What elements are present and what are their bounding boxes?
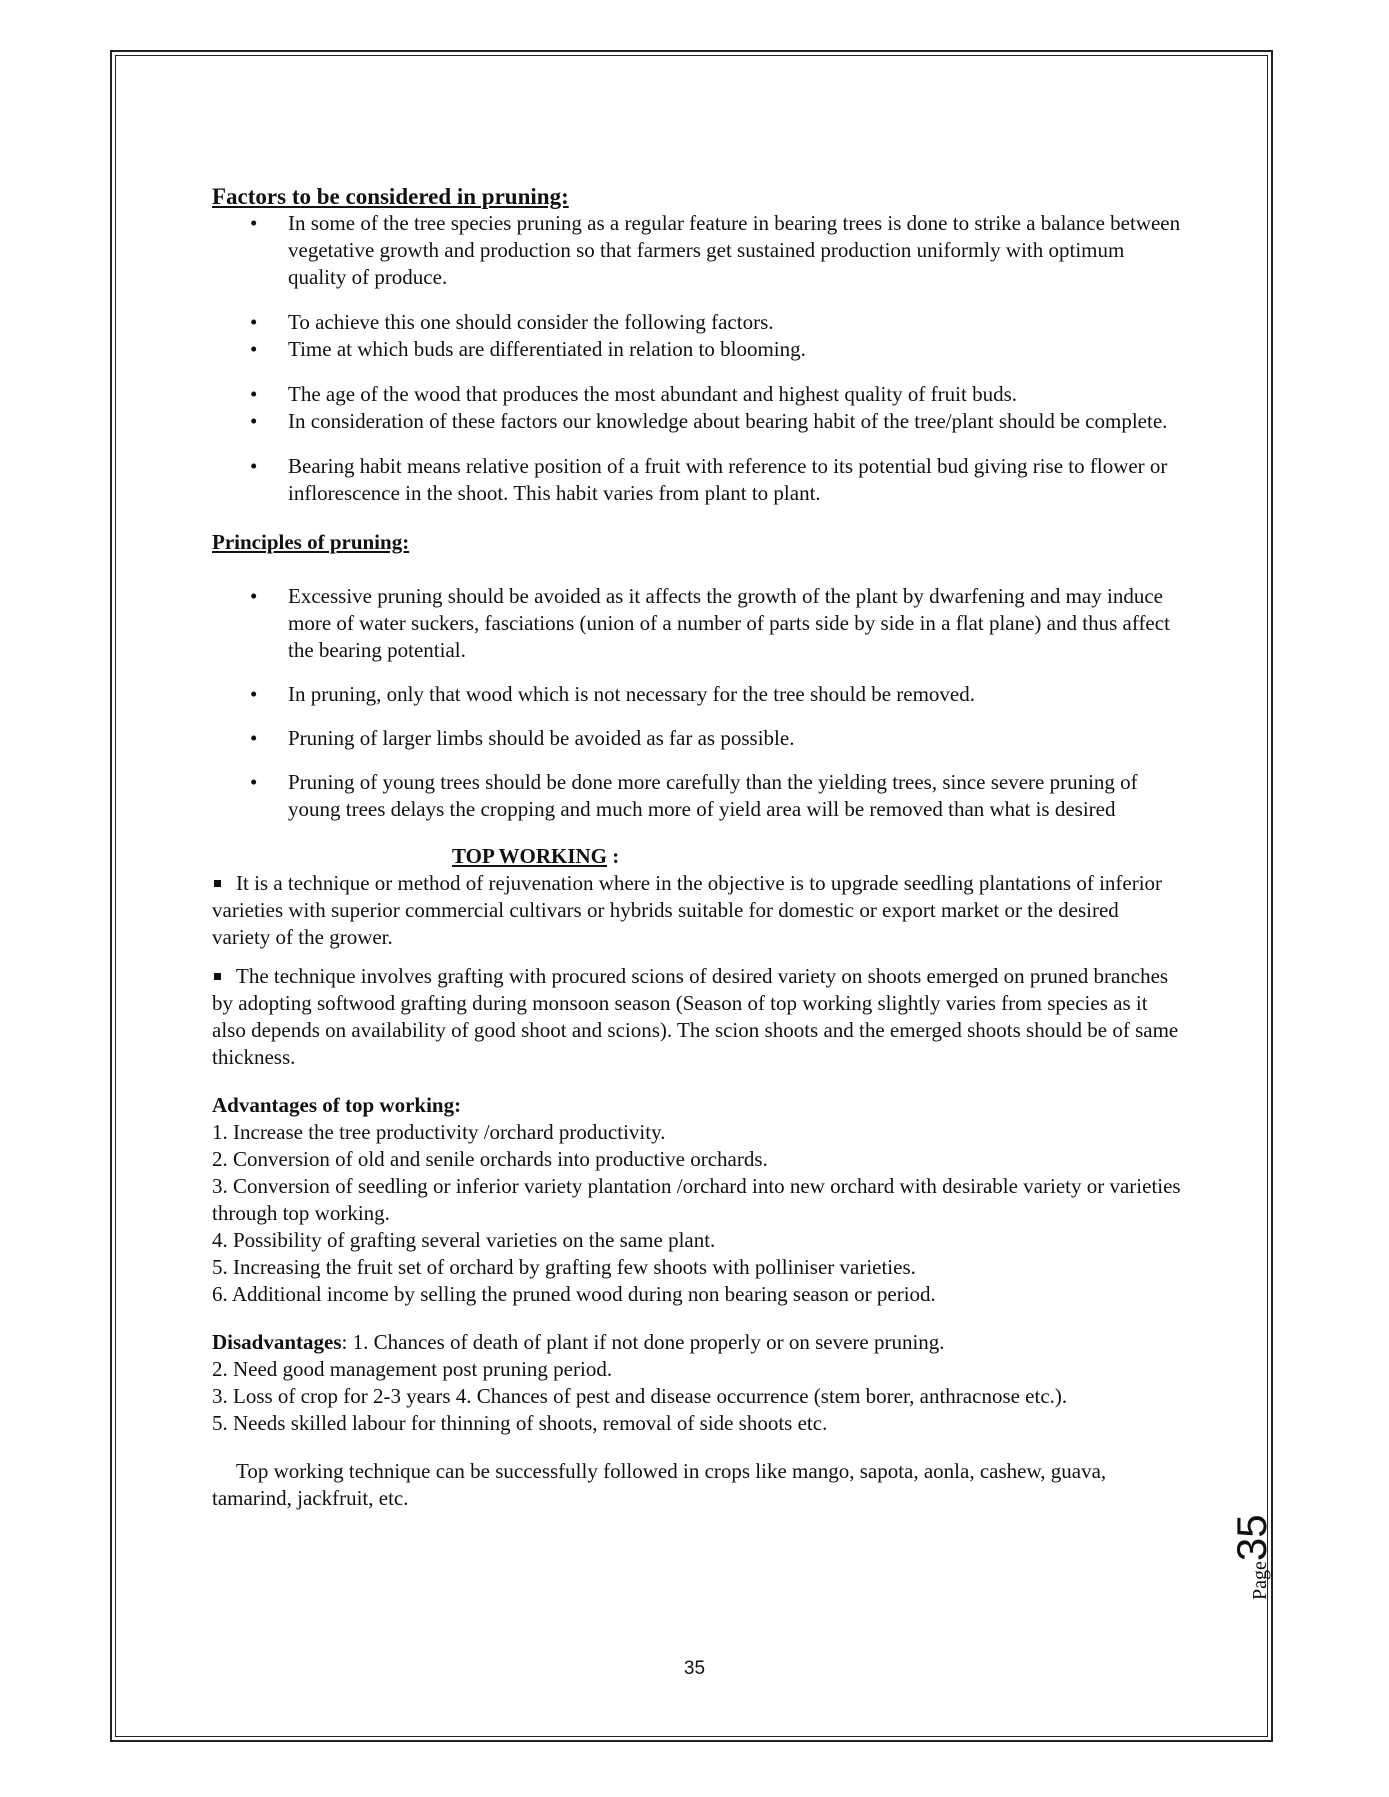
side-page-label — [1228, 1514, 1275, 1600]
page-number: 35 — [683, 1658, 706, 1679]
advantage-item: 2. Conversion of old and senile orchards into productive orchards. — [212, 1147, 768, 1171]
side-page-word: Page — [1249, 1561, 1271, 1600]
advantage-item: 5. Increasing the fruit set of orchard by grafting few shoots with polliniser varieties. — [212, 1255, 916, 1279]
list-item: • In pruning, only that wood which is not necessary for the tree should be removed. — [288, 681, 1182, 708]
pruning-factors-list — [212, 210, 1182, 507]
page-content — [212, 183, 1182, 1512]
list-item: • Pruning of young trees should be done more carefully than the yielding trees, since severe pruning of young trees delays the cropping and much more of yield area will be removed than what is desired — [288, 769, 1182, 823]
advantages-heading: Advantages of top working: — [212, 1093, 462, 1117]
list-item: • Excessive pruning should be avoided as it affects the growth of the plant by dwarfening and may induce more of water suckers, fasciations (union of a number of parts side by side in a flat plane) and thus affect the bearing potential. — [288, 583, 1182, 664]
disadvantages-first-line — [212, 1329, 1182, 1356]
top-working-technique — [212, 963, 1182, 1071]
list-item: • Time at which buds are differentiated in relation to blooming. — [288, 336, 1182, 363]
list-item: • In consideration of these factors our knowledge about bearing habit of the tree/plant should be complete. — [288, 408, 1182, 435]
disadvantage-item: 2. Need good management post pruning period. — [212, 1357, 613, 1381]
disadvantage-item: 5. Needs skilled labour for thinning of shoots, removal of side shoots etc. — [212, 1411, 828, 1435]
disadvantage-item: : 1. Chances of death of plant if not done properly or on severe pruning. — [341, 1330, 945, 1354]
disadvantages-heading: Disadvantages — [212, 1330, 342, 1354]
list-item: • In some of the tree species pruning as a regular feature in bearing trees is done to strike a balance between vegetative growth and production so that farmers get sustained production uniformly with optimum quality of produce. — [288, 210, 1182, 291]
side-page-number: 35 — [1228, 1514, 1275, 1562]
advantage-item: 1. Increase the tree productivity /orchard productivity. — [212, 1120, 666, 1144]
disadvantage-item: 3. Loss of crop for 2-3 years 4. Chances of pest and disease occurrence (stem borer, anthracnose etc.). — [212, 1384, 1068, 1408]
top-working-definition-text: It is a technique or method of rejuvenation where in the objective is to upgrade seedling plantations of inferior varieties with superior commercial cultivars or hybrids suitable for domestic or export market or the desired variety of the grower. — [212, 871, 1163, 949]
list-item: • The age of the wood that produces the most abundant and highest quality of fruit buds. — [288, 381, 1182, 408]
list-item: • Pruning of larger limbs should be avoided as far as possible. — [288, 725, 1182, 752]
advantage-item: 4. Possibility of grafting several varieties on the same plant. — [212, 1228, 716, 1252]
advantage-item: 6. Additional income by selling the pruned wood during non bearing season or period. — [212, 1282, 936, 1306]
top-working-definition — [212, 870, 1182, 951]
pruning-principles-heading: Principles of pruning: — [212, 530, 410, 554]
square-bullet-icon — [214, 880, 221, 887]
closing-paragraph: Top working technique can be successfully followed in crops like mango, sapota, aonla, cashew, guava, tamarind, jackfruit, etc. — [212, 1459, 1107, 1510]
top-working-technique-text: The technique involves grafting with procured scions of desired variety on shoots emerged on pruned branches by adopting softwood grafting during monsoon season (Season of top working slightly varies from species as it also depends on availability of good shoot and scions). The scion shoots and the emerged shoots should be of same thickness. — [212, 964, 1179, 1069]
advantage-item: 3. Conversion of seedling or inferior variety plantation /orchard into new orchard with desirable variety or varieties through top working. — [212, 1174, 1181, 1225]
top-working-title-suffix: : — [607, 844, 620, 868]
top-working-title-text: TOP WORKING — [452, 844, 608, 868]
pruning-principles-list — [212, 583, 1182, 823]
top-working-title — [452, 843, 1182, 870]
list-item: • Bearing habit means relative position of a fruit with reference to its potential bud giving rise to flower or inflorescence in the shoot. This habit varies from plant to plant. — [288, 453, 1182, 507]
list-item: • To achieve this one should consider the following factors. — [288, 309, 1182, 336]
pruning-factors-heading: Factors to be considered in pruning: — [212, 184, 569, 209]
square-bullet-icon — [214, 973, 221, 980]
